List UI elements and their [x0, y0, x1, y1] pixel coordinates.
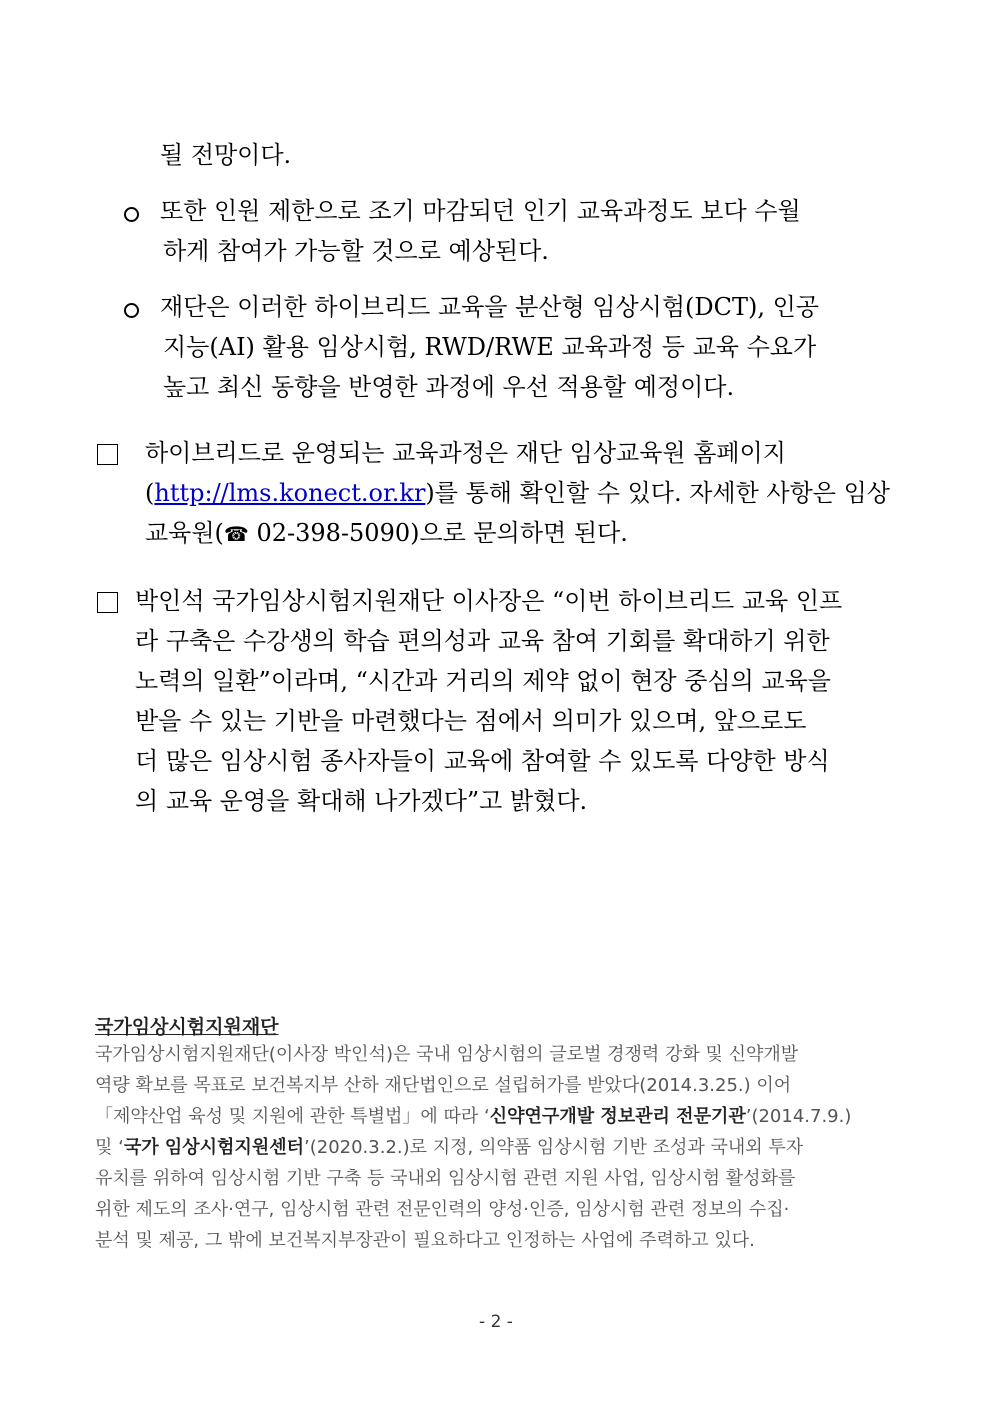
text: 및 ‘: [95, 1137, 124, 1158]
page-number: - 2 -: [479, 1312, 513, 1332]
checkbox-square-icon: [97, 592, 118, 613]
text: )으로 문의하면 된다.: [410, 519, 628, 547]
checkbox-square-icon: [97, 444, 118, 465]
bullet-line: 지능(AI) 활용 임상시험, RWD/RWE 교육과정 등 교육 수요가: [163, 333, 817, 361]
homepage-link[interactable]: http://lms.konect.or.kr: [154, 479, 426, 507]
section-line: (http://lms.konect.or.kr)를 통해 확인할 수 있다. 자세한 사항은 임상: [145, 479, 890, 507]
text: ’(2020.3.2.)로 지정, 의약품 임상시험 기반 조성과 국내외 투자: [304, 1137, 804, 1158]
section-line: 더 많은 임상시험 종사자들이 교육에 참여할 수 있도록 다양한 방식: [135, 747, 830, 775]
section-line: 라 구축은 수강생의 학습 편의성과 교육 참여 기회를 확대하기 위한: [135, 627, 830, 655]
text: 교육원(: [145, 519, 224, 547]
about-title: 국가임상시험지원재단: [95, 1016, 279, 1038]
bold-text: 국가 임상시험지원센터: [123, 1137, 304, 1158]
body-line: 될 전망이다.: [160, 141, 292, 169]
about-line: 위한 제도의 조사·연구, 임상시험 관련 전문인력의 양성·인증, 임상시험 관련 정보의 수집·: [95, 1199, 790, 1220]
text: ’(2014.7.9.): [745, 1106, 852, 1127]
section-line: [145, 518, 628, 549]
about-line: 유치를 위하여 임상시험 기반 구축 등 국내외 임상시험 관련 지원 사업, 임상시험 활성화를: [95, 1168, 796, 1189]
section-line: 받을 수 있는 기반을 마련했다는 점에서 의미가 있으며, 앞으로도: [135, 707, 807, 735]
about-line: 역량 확보를 목표로 보건복지부 산하 재단법인으로 설립허가를 받았다(2014.3.25.) 이어: [95, 1075, 792, 1096]
section-line: 노력의 일환”이라며, “시간과 거리의 제약 없이 현장 중심의 교육을: [135, 667, 831, 695]
about-line: [95, 1136, 803, 1160]
phone-number: 02-398-5090: [248, 519, 411, 547]
about-line: 분석 및 제공, 그 밖에 보건복지부장관이 필요하다고 인정하는 사업에 주력하고 있다.: [95, 1230, 755, 1251]
telephone-icon: ☎: [223, 522, 249, 546]
text: 또한 인원 제한으로 조기 마감되던 인기 교육과정도 보다 수월: [160, 197, 801, 225]
circle-bullet-icon: [124, 303, 139, 318]
circle-bullet-icon: [124, 207, 139, 222]
bullet-line: 높고 최신 동향을 반영한 과정에 우선 적용할 예정이다.: [163, 373, 735, 401]
about-line: 국가임상시험지원재단(이사장 박인석)은 국내 임상시험의 글로벌 경쟁력 강화 및 신약개발: [95, 1044, 799, 1065]
bullet-line: 하게 참여가 가능할 것으로 예상된다.: [163, 237, 549, 265]
text: 「제약산업 육성 및 지원에 관한 특별법」에 따라 ‘: [95, 1106, 490, 1127]
section-line: 박인석 국가임상시험지원재단 이사장은 “이번 하이브리드 교육 인프: [135, 587, 843, 615]
bold-text: 신약연구개발 정보관리 전문기관: [489, 1106, 746, 1127]
section-line: 의 교육 운영을 확대해 나가겠다”고 밝혔다.: [135, 787, 588, 815]
text: )를 통해 확인할 수 있다. 자세한 사항은 임상: [425, 479, 890, 507]
bullet-line: 재단은 이러한 하이브리드 교육을 분산형 임상시험(DCT), 인공: [160, 293, 819, 321]
about-line: [95, 1105, 851, 1129]
bullet-line: [160, 196, 896, 226]
section-line: 하이브리드로 운영되는 교육과정은 재단 임상교육원 홈페이지: [145, 439, 786, 467]
